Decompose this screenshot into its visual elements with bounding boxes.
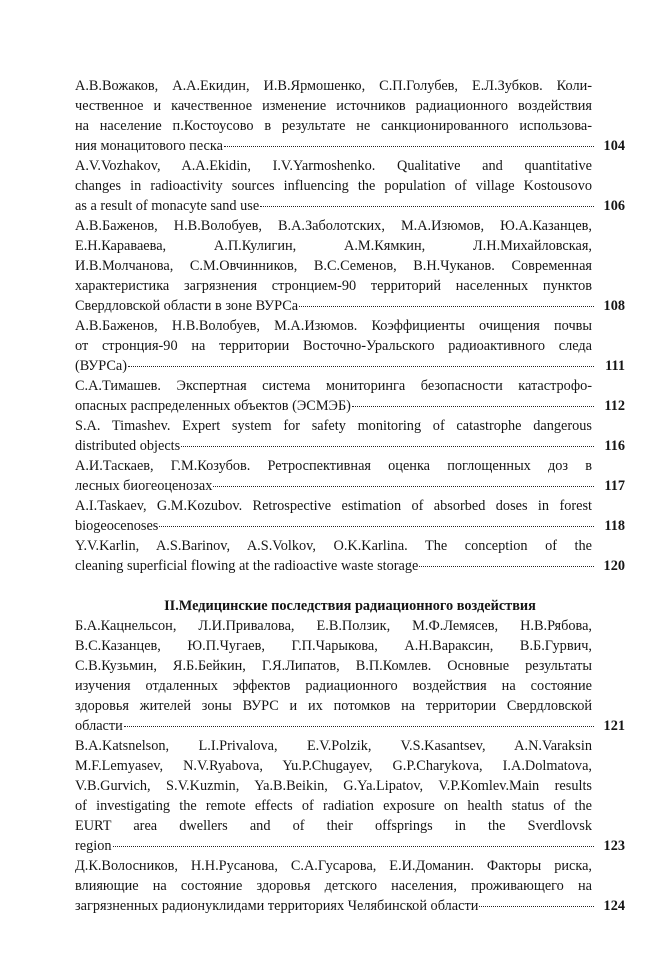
entry-text-line: Б.А.Кацнельсон, Л.И.Привалова, Е.В.Ползик, М.Ф.Лемясев, Н.В.Рябова, [75, 618, 592, 634]
dot-leader [113, 846, 594, 847]
entry-text-line: cleaning superficial flowing at the radioactive waste storage [75, 558, 419, 574]
page-number: 116 [604, 438, 625, 454]
toc-entry [75, 736, 625, 856]
entry-text-line: влияющие на состояние здоровья детского населения, проживающего на [75, 878, 592, 894]
entry-text-line: на население п.Костоусово в результате не санкционированного использова- [75, 118, 592, 134]
entry-text-line: Свердловской области в зоне ВУРСа [75, 298, 299, 314]
entry-last-line [75, 896, 625, 916]
entry-text-line: лесных биогеоценозах [75, 478, 213, 494]
page-number: 123 [603, 838, 625, 854]
dot-leader [128, 366, 594, 367]
entry-last-line [75, 516, 625, 536]
entry-text-line: ния монацитового песка [75, 138, 223, 154]
entry-last-line [75, 836, 625, 856]
page-number: 104 [603, 138, 625, 154]
page-number: 117 [604, 478, 625, 494]
toc-entry [75, 496, 625, 536]
entry-text-line: biogeocenoses [75, 518, 159, 534]
entry-text-line: EURT area dwellers and of their offsprings in the Sverdlovsk [75, 818, 592, 834]
entry-text-line: of investigating the remote effects of radiation exposure on health status of the [75, 798, 592, 814]
entry-last-line [75, 556, 625, 576]
entry-text-line: changes in radioactivity sources influencing the population of village Kostousovo [75, 178, 592, 194]
dot-leader [124, 726, 594, 727]
dot-leader [159, 526, 594, 527]
entry-last-line [75, 296, 625, 316]
page-number: 118 [604, 518, 625, 534]
entry-text-line: А.В.Баженов, Н.В.Волобуев, М.А.Изюмов. Коэффициенты очищения почвы [75, 318, 592, 334]
entry-text-line: region [75, 838, 112, 854]
toc-entry [75, 856, 625, 916]
entry-text-line: as a result of monacyte sand use [75, 198, 260, 214]
page-number: 120 [603, 558, 625, 574]
dot-leader [479, 906, 594, 907]
entry-text-line: В.С.Казанцев, Ю.П.Чугаев, Г.П.Чарыкова, А.Н.Вараксин, В.Б.Гурвич, [75, 638, 592, 654]
entry-last-line [75, 476, 625, 496]
entry-text-line: здоровья жителей зоны ВУРС и их потомков на территории Свердловской [75, 698, 592, 714]
entry-text-line: Y.V.Karlin, A.S.Barinov, A.S.Volkov, O.K.Karlina. The conception of the [75, 538, 592, 554]
toc-entry [75, 156, 625, 216]
dot-leader [419, 566, 594, 567]
entry-text-line: А.И.Таскаев, Г.М.Козубов. Ретроспективная оценка поглощенных доз в [75, 458, 592, 474]
entry-text-line: чественное и качественное изменение источников радиационного воздействия [75, 98, 592, 114]
entry-last-line [75, 396, 625, 416]
toc-entry [75, 616, 625, 736]
entry-text-line: S.A. Timashev. Expert system for safety monitoring of catastrophe dangerous [75, 418, 592, 434]
entry-last-line [75, 716, 625, 736]
dot-leader [181, 446, 594, 447]
entry-last-line [75, 136, 625, 156]
dot-leader [260, 206, 594, 207]
entry-text-line: области [75, 718, 123, 734]
entry-text-line: V.B.Gurvich, S.V.Kuzmin, Ya.B.Beikin, G.Ya.Lipatov, V.P.Komlev.Main results [75, 778, 592, 794]
entry-text-line: A.V.Vozhakov, A.A.Ekidin, I.V.Yarmoshenko. Qualitative and quantitative [75, 158, 592, 174]
page-number: 111 [605, 358, 625, 374]
page-number: 112 [604, 398, 625, 414]
section-heading: II.Медицинские последствия радиационного воздействия [164, 598, 536, 614]
toc-entry [75, 456, 625, 496]
dot-leader [299, 306, 594, 307]
page-number: 121 [603, 718, 625, 734]
toc-entry [75, 376, 625, 416]
entry-text-line: А.В.Баженов, Н.В.Волобуев, В.А.Заболотских, М.А.Изюмов, Ю.А.Казанцев, [75, 218, 592, 234]
table-of-contents [75, 76, 625, 916]
entry-text-line: от стронция-90 на территории Восточно-Уральского радиоактивного следа [75, 338, 592, 354]
entry-text-line: опасных распределенных объектов (ЭСМЭБ) [75, 398, 351, 414]
entry-text-line: A.I.Taskaev, G.M.Kozubov. Retrospective estimation of absorbed doses in forest [75, 498, 592, 514]
page-number: 106 [603, 198, 625, 214]
dot-leader [352, 406, 594, 407]
page-number: 124 [603, 898, 625, 914]
entry-text-line: загрязненных радионуклидами территориях Челябинской области [75, 898, 479, 914]
toc-entry [75, 216, 625, 316]
page-number: 108 [603, 298, 625, 314]
entry-text-line: Е.Н.Караваева, А.П.Кулигин, А.М.Кямкин, Л.Н.Михайловская, [75, 238, 592, 254]
entry-text-line: характеристика загрязнения стронцием-90 территорий населенных пунктов [75, 278, 592, 294]
entry-text-line: И.В.Молчанова, С.М.Овчинников, В.С.Семенов, В.Н.Чуканов. Современная [75, 258, 592, 274]
toc-entry [75, 416, 625, 456]
dot-leader [213, 486, 594, 487]
entry-text-line: Д.К.Волосников, Н.Н.Русанова, С.А.Гусарова, Е.И.Доманин. Факторы риска, [75, 858, 592, 874]
toc-entry [75, 76, 625, 156]
entry-last-line [75, 436, 625, 456]
toc-entry [75, 316, 625, 376]
entry-text-line: distributed objects [75, 438, 181, 454]
entry-text-line: С.В.Кузьмин, Я.Б.Бейкин, Г.Я.Липатов, В.П.Комлев. Основные результаты [75, 658, 592, 674]
entry-text-line: С.А.Тимашев. Экспертная система мониторинга безопасности катастрофо- [75, 378, 592, 394]
entry-last-line [75, 356, 625, 376]
dot-leader [224, 146, 594, 147]
toc-entry [75, 536, 625, 576]
entry-text-line: А.В.Вожаков, А.А.Екидин, И.В.Ярмошенко, С.П.Голубев, Е.Л.Зубков. Коли- [75, 78, 592, 94]
entry-text-line: (ВУРСа) [75, 358, 128, 374]
entry-text-line: изучения отдаленных эффектов радиационного воздействия на состояние [75, 678, 592, 694]
entry-text-line: M.F.Lemyasev, N.V.Ryabova, Yu.P.Chugayev, G.P.Charykova, I.A.Dolmatova, [75, 758, 592, 774]
entry-text-line: B.A.Katsnelson, L.I.Privalova, E.V.Polzik, V.S.Kasantsev, A.N.Varaksin [75, 738, 592, 754]
entry-last-line [75, 196, 625, 216]
